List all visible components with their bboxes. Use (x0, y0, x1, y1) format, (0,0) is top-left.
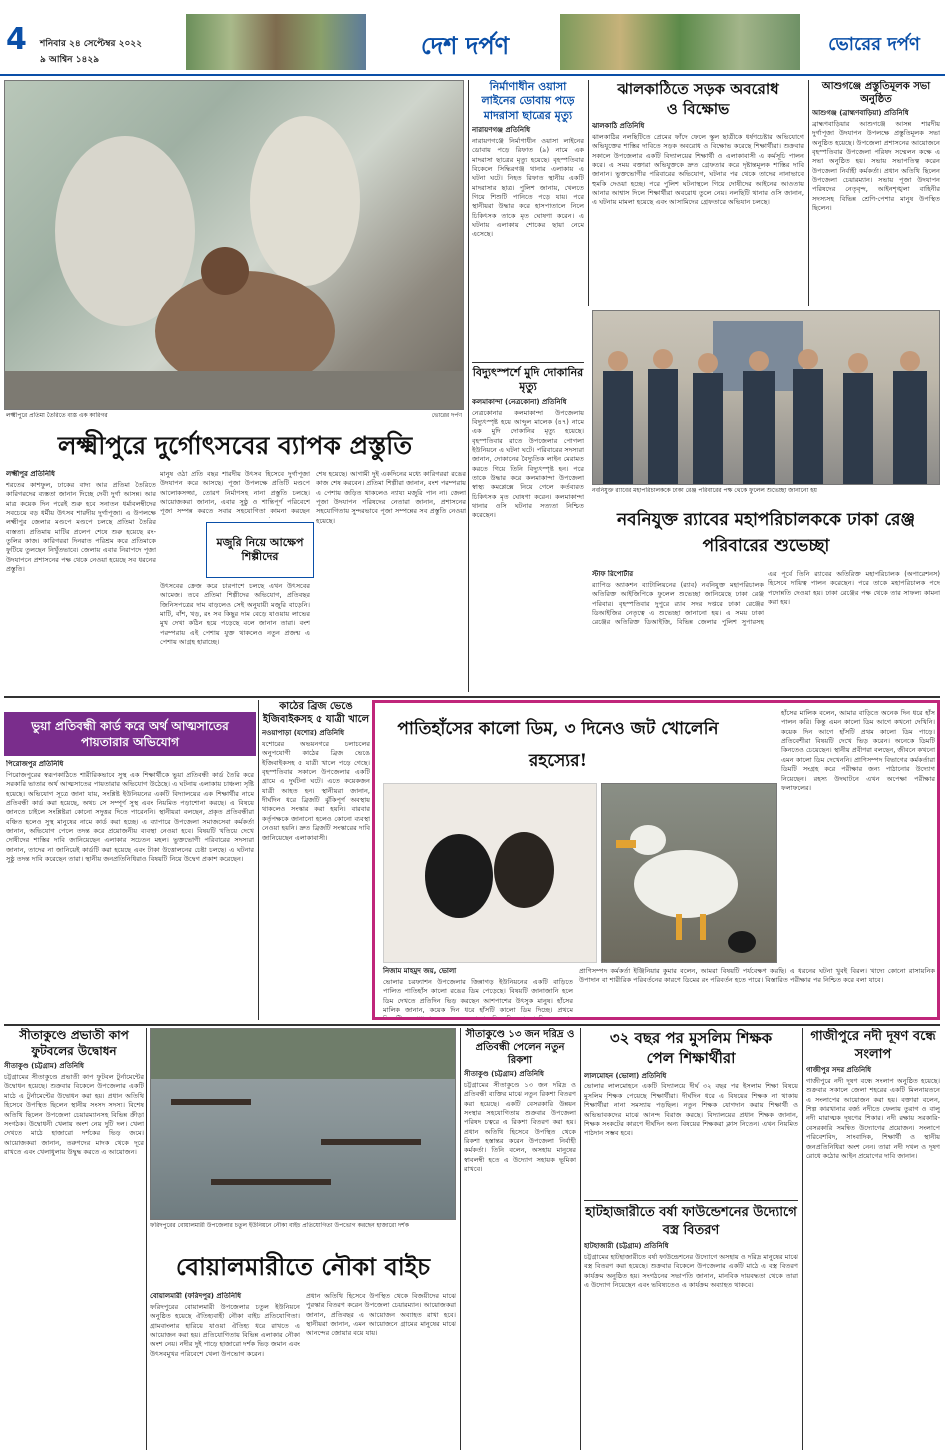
lead-photo-credit: ভোরের দর্পণ (431, 412, 462, 419)
boat-headline: বোয়ালমারীতে নৌকা বাইচ (175, 1252, 431, 1281)
duck-feature-box (372, 700, 940, 1020)
sitakunda-football-byline: সীতাকুণ্ড (চট্টগ্রাম) প্রতিনিধি (4, 1062, 84, 1071)
teacher-byline: লালমোহন (ভোলা) প্রতিনিধি (584, 1071, 667, 1080)
lead-column-2 (160, 470, 310, 518)
duck-eggs-photo (383, 783, 597, 963)
boat-body: ফরিদপুরের বোয়ালমারী উপজেলার চতুল ইউনিয়নে অনুষ্ঠিত হয়েছে ঐতিহ্যবাহী নৌকা বাইচ প্রতিযোগিতা। গ্রামবাংলার হারিয়ে যাওয়া ঐতিহ্য ধরে রাখতে এ আয়োজন করা হয়। প্রতিযোগিতায় বিভিন্ন এলাকার নৌকা অংশ নেয়। নদীর দুই পাড়ে হাজারো দর্শক ভিড় জমান এবং উৎসবমুখর পরিবেশে খেলা উপভোগ করেন। (150, 1302, 300, 1358)
boat-art (151, 1029, 456, 1220)
jhalokathi-byline: ঝালকাঠি প্রতিনিধি (592, 122, 645, 130)
teacher-body: ভোলার লালমোহনে একটি বিদ্যালয়ে দীর্ঘ ৩২ বছর পর ইসলাম শিক্ষা বিষয়ে মুসলিম শিক্ষক পেয়েছে শিক্ষার্থীরা। দীর্ঘদিন ধরে এ বিষয়ের শিক্ষক না থাকায় শিক্ষার্থীরা নানা সমস্যায় পড়ছিল। নতুন শিক্ষক যোগদান করায় শিক্ষার্থী ও অভিভাবকদের মাঝে আনন্দ বিরাজ করছে। বিদ্যালয়ের প্রধান শিক্ষক জানান, শিক্ষক সংকটের কারণে দীর্ঘদিন অন্য বিষয়ের শিক্ষকরা ক্লাস নিতেন। এখন নিয়মিত পাঠদান সম্ভব হবে। (584, 1082, 798, 1138)
lead-sub-box (206, 522, 314, 578)
bridge-byline: নওয়াপাড়া (যশোর) প্রতিনিধি (262, 729, 345, 737)
gazipur-byline: গাজীপুর সদর প্রতিনিধি (806, 1066, 872, 1075)
card-headline: ভুয়া প্রতিবন্ধী কার্ড করে অর্থ আত্মসাতের পায়তারার অভিযোগ (31, 718, 229, 749)
lead-column-1 (6, 470, 156, 692)
lead-byline: লক্ষ্মীপুর প্রতিনিধি (6, 470, 55, 478)
lead-column-3 (160, 582, 310, 692)
rab-photo-caption: নবনিযুক্ত র‌্যাবের মহাপরিচালককে ঢাকা রেঞ্জ পরিবারের পক্ষ থেকে ফুলেল শুভেচ্ছা জানানো হয় (592, 487, 817, 494)
boat-column-1 (150, 1292, 300, 1450)
shop-headline: বিদ্যুৎস্পর্শে মুদি দোকানির মৃত্যু (472, 366, 584, 394)
hathazari-byline: হাটহাজারী (চট্টগ্রাম) প্রতিনিধি (584, 1242, 669, 1251)
wasa-article (472, 80, 584, 360)
rab-column-2 (768, 570, 940, 626)
gazipur-body: গাজীপুরে নদী দূষণ বন্ধে সংলাপ অনুষ্ঠিত হয়েছে। শুক্রবার সকালে জেলা শহরের একটি মিলনায়তনে এ সংলাপের আয়োজন করা হয়। বক্তারা বলেন, শিল্প কারখানার বর্জ্য নদীতে ফেলায় তুরাগ ও বালু নদী মারাত্মক দূষণের শিকার। নদী রক্ষায় সরকারি-বেসরকারি সমন্বিত উদ্যোগের প্রয়োজন। সংলাপে পরিবেশবিদ, সাংবাদিক, শিক্ষার্থী ও স্থানীয় জনপ্রতিনিধিরা অংশ নেন। তারা নদী দখল ও দূষণ রোধে কঠোর আইন প্রয়োগের দাবি জানান। (806, 1077, 940, 1160)
bridge-body: যশোরের অভয়নগরে চলাচলের অনুপযোগী কাঠের ব্রিজ ভেঙে ইজিবাইকসহ ৫ যাত্রী খালে পড়ে গেছে। বৃহস্পতিবার সকালে উপজেলার একটি গ্রামে এ দুর্ঘটনা ঘটে। এতে কয়েকজন যাত্রী আহত হন। স্থানীয়রা জানান, দীর্ঘদিন ধরে ব্রিজটি ঝুঁকিপূর্ণ অবস্থায় থাকলেও সংস্কার করা হয়নি। বারবার কর্তৃপক্ষকে জানানো হলেও কোনো ব্যবস্থা নেওয়া হয়নি। দ্রুত ব্রিজটি সংস্কারের দাবি জানিয়েছেন এলাকাবাসী। (262, 739, 370, 842)
rab-body-2: এর পূর্বে তিনি র‌্যাবের অতিরিক্ত মহাপরিচালক (অপারেশনস) হিসেবে দায়িত্ব পালন করেছেন। পরে তাকে মহাপরিচালক পদে পদোন্নতি দেওয়া হয়। ঢাকা রেঞ্জের পক্ষ থেকে তার সাফল্য কামনা করা হয়। (768, 570, 940, 607)
hathazari-article (584, 1204, 798, 1450)
bridge-headline: কাঠের ব্রিজ ভেঙে ইজিবাইকসহ ৫ যাত্রী খালে (262, 701, 370, 725)
shop-article (472, 366, 584, 692)
sitakunda-football-article (4, 1028, 144, 1450)
sitakunda-football-body: চট্টগ্রামের সীতাকুণ্ডে প্রভাতী কাপ ফুটবল টুর্নামেন্টের উদ্বোধন হয়েছে। শুক্রবার বিকেলে উপজেলার একটি মাঠে এ টুর্নামেন্টের উদ্বোধন করা হয়। প্রধান অতিথি হিসেবে উপস্থিত ছিলেন স্থানীয় সংসদ সদস্য। বিশেষ অতিথি ছিলেন উপজেলা চেয়ারম্যানসহ বিভিন্ন ক্রীড়া সংগঠক। উদ্বোধনী খেলায় অংশ নেয় দুটি দল। খেলা দেখতে মাঠে হাজারো দর্শকের ভিড় জমে। আয়োজকরা জানান, তরুণদের মাদক থেকে দূরে রাখতে এবং খেলাধুলায় উদ্বুদ্ধ করতে এ আয়োজন। (4, 1073, 144, 1156)
rab-headline: নবনিযুক্ত র‌্যাবের মহাপরিচালককে ঢাকা রেঞ্জ পরিবারের শুভেচ্ছা (616, 510, 916, 556)
section-title: দেশ দর্পণ (420, 31, 510, 60)
boat-photo (150, 1028, 456, 1220)
wasa-headline: নির্মাণাধীন ওয়াসা লাইনের ডোবায় পড়ে মাদরাসা ছাত্রের মৃত্যু (481, 80, 575, 122)
lead-headline: লক্ষ্মীপুরে দুর্গোৎসবের ব্যাপক প্রস্তুতি (57, 431, 413, 460)
card-headline-box (4, 712, 256, 756)
jhalokathi-article (592, 80, 804, 306)
duck-byline: নিজাম মাহমুদ জয়, ভোলা (383, 967, 457, 975)
lead-sub-heading: মজুরি নিয়ে আক্ষেপ শিল্পীদের (216, 535, 304, 563)
duck-headline: পাতিহাঁসের কালো ডিম, ৩ দিনেও জট খোলেনি রহস্যের! (397, 719, 719, 772)
bridge-article (262, 700, 370, 1020)
lead-body-2: মানুষ ওঠা প্রতি বছর শারদীয় উৎসব হিসেবে দুর্গাপূজা উদযাপন করে আসছে। পূজা উপলক্ষে প্রতিটি মণ্ডপে আলোকসজ্জা, তোরণ নির্মাণসহ নানা প্রস্তুতি চলছে। আয়োজকরা জানান, এবার সুষ্ঠু ও শান্তিপূর্ণ পরিবেশে পূজা সম্পন্ন করতে সবার সহযোগিতা কামনা করছেন (160, 470, 310, 516)
rab-body: র‌্যাপিড অ্যাকশন ব্যাটালিয়নের (র‌্যাব) নবনিযুক্ত মহাপরিচালক অতিরিক্ত আইজিপিকে ফুলেল শুভেচ্ছা জানিয়েছে ঢাকা রেঞ্জ পরিবার। বৃহস্পতিবার দুপুরে র‌্যাব সদর দপ্তরে ঢাকা রেঞ্জের ডিআইজির নেতৃত্বে এ শুভেচ্ছা জানানো হয়। এ সময় ঢাকা রেঞ্জের অতিরিক্ত ডিআইজি, বিভিন্ন জেলার পুলিশ সুপারসহ (592, 580, 764, 626)
lead-photo-caption: লক্ষ্মীপুরে প্রতিমা তৈরিতে ব্যস্ত এক কারিগর (6, 412, 108, 419)
page-number: 4 (6, 22, 27, 57)
paper-name: ভোরের দর্পণ (828, 34, 920, 55)
date-line-1: শনিবার ২৪ সেপ্টেম্বর ২০২২ (40, 39, 143, 49)
duck-art (602, 784, 778, 964)
teacher-headline: ৩২ বছর পর মুসলিম শিক্ষক পেল শিক্ষার্থীরা (609, 1029, 773, 1068)
duck-left-column (383, 967, 573, 1020)
lead-body-3: উৎসবের ক্রেজ করে চারপাশে চলছে এখন উৎসবের আমেজ। তবে প্রতিমা শিল্পীদের অভিযোগ, প্রতিবছর জিনিসপত্রের দাম বাড়লেও সেই অনুযায়ী মজুরি বাড়েনি। মাটি, বাঁশ, খড়, রং সব কিছুর দাম বেড়ে যাওয়ায় লাভের মুখ দেখা কঠিন হয়ে পড়েছে বলে জানান তারা। বংশ পরম্পরায় এই পেশায় যুক্ত থাকলেও নতুন প্রজন্ম এ পেশায় আগ্রহ হারাচ্ছে। (160, 582, 310, 647)
lead-photo (4, 80, 464, 410)
duck-right-column (781, 709, 935, 957)
lead-column-4 (316, 470, 466, 692)
rickshaw-article (464, 1028, 576, 1450)
gazipur-headline: গাজীপুরে নদী দূষণ বন্ধে সংলাপ (810, 1029, 936, 1062)
shop-byline: কলমাকান্দা (নেত্রকোনা) প্রতিনিধি (472, 397, 567, 406)
rab-photo (592, 310, 940, 485)
boat-byline: বোয়ালমারী (ফরিদপুর) প্রতিনিধি (150, 1292, 242, 1300)
hathazari-headline: হাটহাজারীতে বর্ষা ফাউন্ডেশনের উদ্যোগে বস্ত্র বিতরণ (585, 1205, 797, 1238)
jhalokathi-body: ঝালকাঠির নলছিটিতে প্রেমের ফাঁদে ফেলে স্কুল ছাত্রীকে ধর্ষণচেষ্টার অভিযোগে অভিযুক্তের শাস্তির দাবিতে সড়ক অবরোধ ও বিক্ষোভ করেছে শিক্ষার্থীরা। শুক্রবার সকালে উপজেলার একটি বিদ্যালয়ের শিক্ষার্থী ও এলাকাবাসী এ কর্মসূচি পালন করে। এ সময় বক্তারা অভিযুক্তকে দ্রুত গ্রেফতার করে দৃষ্টান্তমূলক শাস্তির দাবি জানান। ভুক্তভোগীর পরিবারের অভিযোগ, ঘটনার পর থেকে তাদের নানাভাবে হুমকি দেওয়া হচ্ছে। পরে পুলিশ ঘটনাস্থলে গিয়ে দোষীদের আইনের আওতায় আনার আশ্বাস দিলে শিক্ষার্থীরা অবরোধ তুলে নেয়। নলছিটি থানার ওসি জানান, এ ঘটনায় মামলা হয়েছে এবং আসামিদের গ্রেফতারে অভিযান চলছে। (592, 132, 804, 207)
wasa-byline: নারায়ণগঞ্জ প্রতিনিধি (472, 125, 531, 134)
rickshaw-byline: সীতাকুণ্ড (চট্টগ্রাম) প্রতিনিধি (464, 1070, 544, 1078)
lead-body-1: শরতের কাশফুল, ঢাকের বাদ্য আর প্রতিমা তৈরিতে কারিগরদের ব্যস্ততা জানান দিচ্ছে দেবী দুর্গা আসন্ন। আর মাত্র কয়েক দিন পরেই শুরু হবে সনাতন ধর্মাবলম্বীদের সবচেয়ে বড় ধর্মীয় উৎসব শারদীয় দুর্গাপূজা। এ উপলক্ষে লক্ষ্মীপুর জেলার মণ্ডপে মণ্ডপে চলছে প্রতিমা তৈরির ব্যস্ততা। প্রতিমায় মাটির প্রলেপ শেষে শুরু হয়েছে রং-তুলির কাজ। কারিগররা দিনরাত পরিশ্রম করে প্রতিমাকে ফুটিয়ে তুলছেন নিখুঁতভাবে। জেলায় এবার নিরাপদে পূজা উদযাপনে প্রশাসনের পক্ষ থেকে নেওয়া হয়েছে সব ধরনের প্রস্তুতি। (6, 480, 156, 574)
card-article (6, 760, 254, 1018)
ashuganj-article (812, 80, 940, 306)
rab-photo-art (593, 311, 940, 485)
duck-body: ভোলার চরফ্যাশন উপজেলার জিন্নাগড় ইউনিয়নের একটি বাড়িতে পালিত পাতিহাঁস কালো রঙের ডিম পেড়েছে। বিষয়টি জানাজানি হলে ডিম দেখতে প্রতিদিন ভিড় করছেন আশপাশের উৎসুক মানুষ। হাঁসের মালিক জানান, কয়েক দিন ধরে হাঁসটি কালো ডিম দিচ্ছে। প্রথমে বিষয়টিকে সাধারণ মনে করলেও পরপর তিন দিন কালো ডিম দেওয়ায় (383, 977, 573, 1020)
card-body: পিরোজপুরের স্বরূপকাঠিতে শারীরিকভাবে সুস্থ এক শিক্ষার্থীকে ভুয়া প্রতিবন্ধী কার্ড তৈরি করে সরকারি ভাতার অর্থ আত্মসাতের পায়তারার অভিযোগ উঠেছে। এ ঘটনায় এলাকায় চাঞ্চল্য সৃষ্টি হয়েছে। অভিযোগ সূত্রে জানা যায়, সংশ্লিষ্ট ইউনিয়নের একটি বিদ্যালয়ের এক শিক্ষার্থীর নামে প্রতিবন্ধী কার্ড করা হয়েছে, অথচ সে সম্পূর্ণ সুস্থ এবং নিয়মিত পড়াশোনা করছে। এ বিষয়ে জানতে চাইলে সংশ্লিষ্টরা কোনো সদুত্তর দিতে পারেননি। স্থানীয়রা বলছেন, প্রকৃত প্রতিবন্ধীরা বঞ্চিত হলেও সুস্থ মানুষের নামে কার্ড করা হচ্ছে। এ ব্যাপারে উপজেলা সমাজসেবা কর্মকর্তা জানান, অভিযোগ পেলে তদন্ত করে প্রয়োজনীয় ব্যবস্থা নেওয়া হবে। বিষয়টি খতিয়ে দেখে দোষীদের শাস্তির দাবি জানিয়েছেন এলাকার সচেতন মহল। ভুক্তভোগী পরিবারের সদস্যরা জানান, তাদের না জানিয়েই কার্ডটি করা হয়েছে এবং টাকা উত্তোলনের চেষ্টা চলছে। এ ঘটনার সুষ্ঠু তদন্ত দাবি করেছেন তারা। স্থানীয় জনপ্রতিনিধিরাও বিষয়টি নিয়ে উদ্বেগ প্রকাশ করেছেন। (6, 770, 254, 864)
sitakunda-football-headline: সীতাকুণ্ডে প্রভাতী কাপ ফুটবলের উদ্বোধন (19, 1028, 129, 1058)
boat-body-2: প্রধান অতিথি হিসেবে উপস্থিত থেকে বিজয়ীদের মাঝে পুরস্কার বিতরণ করেন উপজেলা চেয়ারম্যান। আয়োজকরা জানান, প্রতিবছর এ আয়োজন অব্যাহত রাখা হবে। স্থানীয়রা জানান, এমন আয়োজনে গ্রামের মানুষের মাঝে আনন্দের জোয়ার বয়ে যায়। (306, 1292, 456, 1338)
wasa-body: নারায়ণগঞ্জে নির্মাণাধীন ওয়াসা লাইনের ডোবায় পড়ে রিফাত (৯) নামে এক মাদরাসা ছাত্রের মৃত্যু হয়েছে। বৃহস্পতিবার বিকেলে সিদ্ধিরগঞ্জ থানার এলাকায় এ ঘটনা ঘটে। নিহত রিফাত স্থানীয় একটি মাদরাসার ছাত্র। পুলিশ জানায়, খেলতে গিয়ে শিশুটি পানিতে পড়ে যায়। পরে স্থানীয়রা উদ্ধার করে হাসপাতালে নিলে চিকিৎসক তাকে মৃত ঘোষণা করেন। এ ঘটনায় এলাকায় শোকের ছায়া নেমে এসেছে। (472, 136, 584, 239)
duck-body-right: হাঁসের মালিক বলেন, আমার বাড়িতে অনেক দিন ধরে হাঁস পালন করি। কিন্তু এমন কালো ডিম আগে কখনো দেখিনি। কয়েক দিন আগে হাঁসটি প্রথম কালো ডিম পাড়ে। প্রতিবেশীরা বিষয়টি দেখে ভিড় করেন। অনেকে ডিমটি কিনতেও চেয়েছেন। স্থানীয় প্রবীণরা বলছেন, জীবনে কখনো এমন কালো ডিম দেখেননি। প্রাণিসম্পদ বিভাগের কর্মকর্তারা ডিমটি সংগ্রহ করে পরীক্ষার জন্য পাঠানোর উদ্যোগ নিয়েছেন। রহস্য উদঘাটনে এখন অপেক্ষা পরীক্ষার ফলাফলের। (781, 709, 935, 792)
rab-column-1 (592, 570, 764, 626)
gazipur-article (806, 1028, 940, 1450)
rab-byline: স্টাফ রিপোর্টার (592, 570, 634, 578)
photo-strip-right (560, 14, 800, 70)
date-line-2: ৯ আশ্বিন ১৪২৯ (40, 55, 100, 65)
ashuganj-body: ব্রাহ্মণবাড়িয়ার আশুগঞ্জে আসন্ন শারদীয় দুর্গাপূজা উদযাপন উপলক্ষে প্রস্তুতিমূলক সভা অনুষ্ঠিত হয়েছে। উপজেলা প্রশাসনের আয়োজনে বৃহস্পতিবার উপজেলা পরিষদ সম্মেলন কক্ষে এ সভা অনুষ্ঠিত হয়। সভায় সভাপতিত্ব করেন উপজেলা নির্বাহী কর্মকর্তা। প্রধান অতিথি ছিলেন উপজেলা চেয়ারম্যান। সভায় পূজা উদযাপন পরিষদের নেতৃবৃন্দ, আইনশৃঙ্খলা বাহিনীর সদস্যসহ বিভিন্ন শ্রেণি-পেশার মানুষ উপস্থিত ছিলেন। (812, 119, 940, 213)
masthead (0, 0, 945, 78)
boat-photo-caption: ফরিদপুরের বোয়ালমারী উপজেলার চতুল ইউনিয়নে নৌকা বাইচ প্রতিযোগিতা উপভোগ করছেন হাজারো দর্শক (150, 1222, 409, 1229)
duck-bottom-column (579, 967, 935, 1017)
eggs-art (384, 784, 598, 964)
boat-column-2 (306, 1292, 456, 1450)
photo-strip-left (186, 14, 366, 70)
lead-body-4: শেষ হয়েছে। আগামী দুই একদিনের মধ্যে কারিগররা রঙের কাজ শেষ করবেন। প্রতিমা শিল্পীরা জানান, বংশ পরম্পরায় এ পেশায় জড়িত থাকলেও ন্যায্য মজুরি পান না। জেলা পূজা উদযাপন পরিষদের নেতারা জানান, প্রশাসনের সহযোগিতায় সুন্দরভাবে পূজা সম্পন্নের সব প্রস্তুতি নেওয়া হয়েছে। (316, 470, 466, 525)
rickshaw-headline: সীতাকুণ্ডে ১৩ জন দরিদ্র ও প্রতিবন্ধী পেলেন নতুন রিকশা (465, 1029, 575, 1066)
teacher-article (584, 1028, 798, 1198)
card-byline: পিরোজপুর প্রতিনিধি (6, 760, 64, 768)
duck-photo (601, 783, 777, 963)
ashuganj-byline: আশুগঞ্জ (ব্রাহ্মণবাড়িয়া) প্রতিনিধি (812, 109, 909, 117)
lead-photo-art (5, 81, 464, 410)
ashuganj-headline: আশুগঞ্জে প্রস্তুতিমূলক সভা অনুষ্ঠিত (821, 81, 931, 105)
hathazari-body: চট্টগ্রামের হাটহাজারীতে বর্ষা ফাউন্ডেশনের উদ্যোগে অসহায় ও দরিদ্র মানুষের মাঝে বস্ত্র বিতরণ করা হয়েছে। শুক্রবার বিকেলে উপজেলার একটি মাঠে এ বস্ত্র বিতরণ কার্যক্রম অনুষ্ঠিত হয়। সংগঠনের সভাপতি জানান, মানবিক দায়বদ্ধতা থেকে তারা এ উদ্যোগ নিয়েছেন এবং ভবিষ্যতেও এ কার্যক্রম অব্যাহত থাকবে। (584, 1253, 798, 1290)
rickshaw-body: চট্টগ্রামের সীতাকুণ্ডে ১৩ জন দরিদ্র ও প্রতিবন্ধী ব্যক্তির মাঝে নতুন রিকশা বিতরণ করা হয়েছে। একটি বেসরকারি উন্নয়ন সংস্থার সহযোগিতায় শুক্রবার উপজেলা পরিষদ চত্বরে এ রিকশা বিতরণ করা হয়। প্রধান অতিথি হিসেবে উপস্থিত থেকে রিকশা হস্তান্তর করেন উপজেলা নির্বাহী কর্মকর্তা। তিনি বলেন, অসহায় মানুষের স্বাবলম্বী হতে এ উদ্যোগ সহায়ক ভূমিকা রাখবে। (464, 1080, 576, 1174)
shop-body: নেত্রকোনার কলমাকান্দা উপজেলায় বিদ্যুৎস্পৃষ্ট হয়ে আব্দুল মালেক (৪৭) নামে এক মুদি দোকানির মৃত্যু হয়েছে। বৃহস্পতিবার রাতে উপজেলার পোগলা ইউনিয়নে এ ঘটনা ঘটে। পরিবারের সদস্যরা জানান, দোকানের বৈদ্যুতিক লাইন মেরামত করতে গিয়ে তিনি বিদ্যুৎস্পৃষ্ট হন। পরে তাকে উদ্ধার করে কলমাকান্দা উপজেলা স্বাস্থ্য কমপ্লেক্সে নিয়ে গেলে কর্তব্যরত চিকিৎসক মৃত ঘোষণা করেন। কলমাকান্দা থানার ওসি ঘটনার সত্যতা নিশ্চিত করেছেন। (472, 408, 584, 520)
duck-body-bottom: প্রাণিসম্পদ কর্মকর্তা ইঞ্জিনিয়ার কুমার বলেন, আমরা বিষয়টি পর্যবেক্ষণ করছি। এ ধরনের ঘটনা খুবই বিরল। খাদ্যে কোনো রাসায়নিক উপাদান বা শারীরিক পরিবর্তনের কারণে ডিমের রং পরিবর্তন হতে পারে। বিস্তারিত পরীক্ষার পর নিশ্চিত করে বলা যাবে। (579, 967, 935, 985)
jhalokathi-headline: ঝালকাঠিতে সড়ক অবরোধ ও বিক্ষোভ (617, 80, 779, 118)
